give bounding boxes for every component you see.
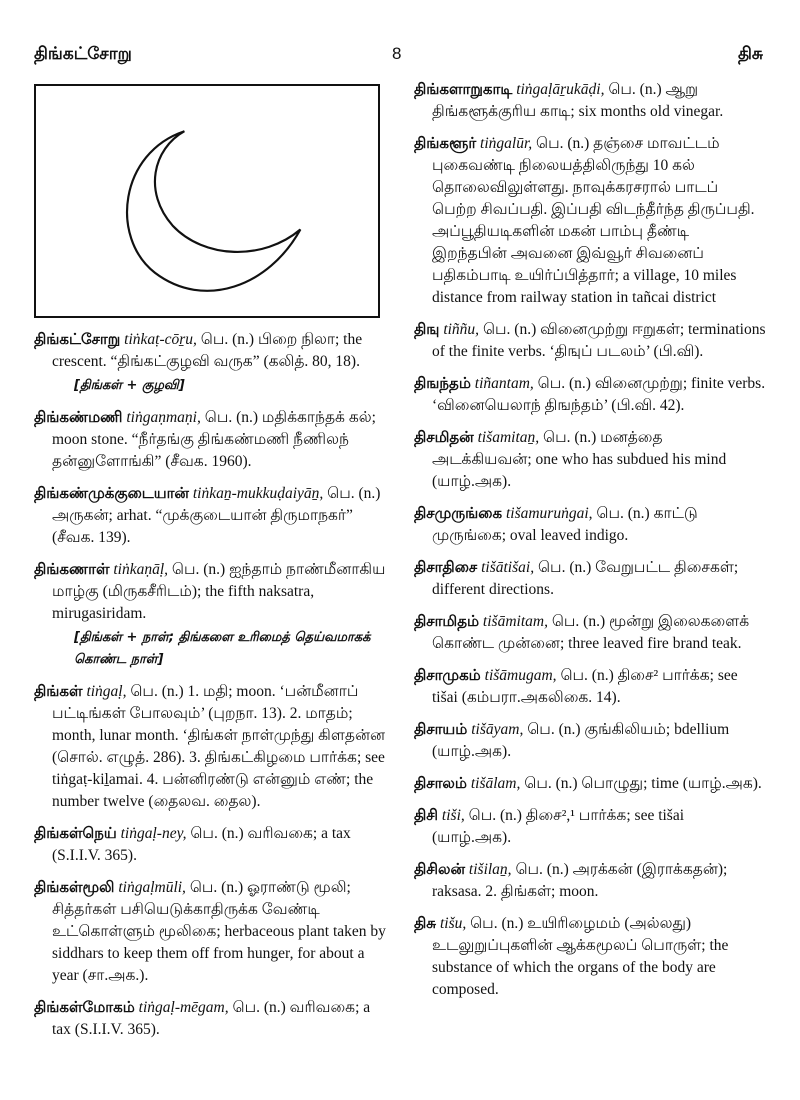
definition: பெ. (n.) மனத்தை அடக்கியவன்; one who has subdued his mind (யாழ்.அக).	[432, 429, 727, 490]
transliteration: tiṅkaṉ-mukkuḍaiyāṉ,	[192, 485, 324, 502]
transliteration: tišāmugam,	[484, 667, 557, 684]
transliteration: tiṅgaḷ,	[86, 683, 127, 700]
definition: பெ. (n.) காட்டு முருங்கை; oval leaved indigo.	[432, 505, 698, 544]
transliteration: tiṅgaḷmūli,	[118, 879, 186, 896]
dictionary-entry	[34, 876, 386, 987]
transliteration: tiṅgalūr,	[480, 135, 533, 152]
dictionary-entry	[34, 482, 386, 549]
dictionary-entry	[34, 822, 386, 867]
definition: பெ. (n.) குங்கிலியம்; bdellium (யாழ்.அக).	[432, 721, 730, 760]
transliteration: tišamuruṅgai,	[505, 505, 593, 522]
dictionary-entry	[414, 858, 766, 903]
definition: பெ. (n.) உயிரிழைமம் (அல்லது) உடலுறுப்புகளின் ஆக்கமூலப் பொருள்; the substance of which the organs of the body are composed.	[432, 915, 729, 998]
transliteration: tiṅgaṇmaṇi,	[126, 409, 201, 426]
definition: பெ. (n.) வினைமுற்று ஈறுகள்; terminations of the finite verbs. ‘திஙுப் படலம்’ (பி.வி).	[432, 321, 766, 360]
dictionary-entry	[414, 132, 766, 309]
headword: திங்கள்மூலி	[34, 878, 115, 896]
definition: பெ. (n.) தஞ்சை மாவட்டம் புகைவண்டி நிலையத்திலிருந்து 10 கல் தொலைவிலுள்ளது. நாவுக்கரசரால் பாடப் பெற்ற சிவப்பதி. இப்பதி விடந்தீர்ந்த திருப்பதி. அப்பூதியடிகளின் மகன் பாம்பு தீண்டி இறந்தபின் அவனை இவ்வூர் சிவனைப் பதிகம்பாடி உயிர்ப்பித்தார்; a village, 10 miles distance from railway station in tañcai district	[432, 135, 755, 306]
definition: பெ. (n.) வேறுபட்ட திசைகள்; different directions.	[432, 559, 739, 598]
headword: திங்கள்	[34, 682, 83, 700]
definition: பெ. (n.) பொழுது; time (யாழ்.அக).	[524, 775, 762, 792]
transliteration: tišāmitam,	[482, 613, 548, 630]
dictionary-entry	[34, 406, 386, 473]
definition: பெ. (n.) மூன்று இலைகளைக் கொண்ட முன்னை; three leaved fire brand teak.	[432, 613, 750, 652]
headword: திசாமுகம்	[414, 666, 481, 684]
transliteration: tišilaṉ,	[468, 861, 512, 878]
definition: பெ. (n.) திசை²,¹ பார்க்க; see tišai (யாழ்.அக).	[432, 807, 685, 846]
dictionary-entry	[34, 996, 386, 1041]
definition: பெ. (n.) ஐந்தாம் நாண்மீனாகிய மாழ்கு (மிருகசீரிடம்); the fifth naksatra, mirugasiridam.	[52, 561, 386, 622]
definition: பெ. (n.) ஆறு திங்களூக்குரிய காடி; six months old vinegar.	[432, 81, 724, 120]
headword: திஙு	[414, 320, 440, 338]
crescent-illustration	[34, 84, 380, 318]
headword: திசாதிசை	[414, 558, 478, 576]
transliteration: tišu,	[439, 915, 467, 932]
headword: திசமிதன்	[414, 428, 474, 446]
definition: பெ. (n.) அருகன்; arhat. “முக்குடையான் திருமாநகர்” (சீவக. 139).	[52, 485, 381, 546]
dictionary-entry	[414, 426, 766, 493]
definition: பெ. (n.) திசை² பார்க்க; see tišai (கம்பரா.அகலிகை. 14).	[432, 667, 738, 706]
transliteration: tišālam,	[470, 775, 521, 792]
headword: திங்களூர்	[414, 134, 477, 152]
headword: திசாமிதம்	[414, 612, 480, 630]
dictionary-entry	[414, 804, 766, 849]
transliteration: tišātišai,	[481, 559, 535, 576]
definition: பெ. (n.) மதிக்காந்தக் கல்; moon stone. “நீர்தங்கு திங்கண்மணி நீணிலந் தன்னுளோங்கி” (சீவக. 1960).	[52, 409, 376, 470]
definition: பெ. (n.) வரிவகை; a tax (S.I.I.V. 365).	[52, 825, 351, 864]
dictionary-entry	[34, 328, 386, 397]
dictionary-entry	[414, 372, 766, 417]
dictionary-entry	[34, 680, 386, 813]
headword: திங்கட்சோறு	[34, 330, 121, 348]
headword: திசிலன்	[414, 860, 466, 878]
dictionary-entry	[414, 556, 766, 601]
etymology: [திங்கள் + குழவி]	[74, 378, 185, 393]
transliteration: tiṅkaṇāḷ,	[113, 561, 169, 578]
headword: திங்கணாள்	[34, 560, 110, 578]
headword: திங்களாறுகாடி	[414, 80, 513, 98]
headword: திங்கண்முக்குடையான்	[34, 484, 189, 502]
header-left-word: திங்கட்சோறு	[34, 44, 132, 64]
dictionary-entry	[34, 558, 386, 671]
headword: திங்கள்நெய்	[34, 824, 117, 842]
dictionary-entry	[414, 502, 766, 547]
headword: திங்கள்மோகம்	[34, 998, 135, 1016]
definition: பெ. (n.) வரிவகை; a tax (S.I.I.V. 365).	[52, 999, 371, 1038]
etymology: [திங்கள் + நாள்; திங்களை உரிமைத் தெய்வமாகக் கொண்ட நாள்]	[74, 630, 371, 667]
dictionary-entry	[414, 772, 766, 795]
dictionary-entry	[414, 78, 766, 123]
header-right-word: திசு	[738, 44, 764, 64]
definition: பெ. (n.) பிறை நிலா; the crescent. “திங்கட்குழவி வருக” (கலித். 80, 18).	[52, 331, 363, 370]
transliteration: tiši,	[441, 807, 465, 824]
headword: திசி	[414, 806, 439, 824]
dictionary-entry	[414, 912, 766, 1001]
transliteration: tišāyam,	[471, 721, 524, 738]
definition: பெ. (n.) 1. மதி; moon. ‘பன்மீனாப் பட்டிங்கள் போலவும்’ (புறநா. 13). 2. மாதம்; month, lunar month. ‘திங்கள் நாள்முந்து கிளதன்ன (சொல். எழுத். 286). 3. திங்கட்கிழமை பார்க்க; see tiṅgaṭ-kiḻamai. 4. பன்னிரண்டு என்னும் எண்; the number twelve (தைலவ. தைல).	[52, 683, 386, 810]
dictionary-entry	[414, 318, 766, 363]
headword: திசாயம்	[414, 720, 468, 738]
dictionary-entry	[414, 664, 766, 709]
left-column	[34, 328, 386, 1050]
transliteration: tiṅkaṭ-cōṟu,	[124, 331, 197, 348]
transliteration: tišamitaṉ,	[477, 429, 540, 446]
definition: பெ. (n.) ஓராண்டு மூலி; சித்தர்கள் பசியெடுக்காதிருக்க வேண்டி உட்கொள்ளும் மூலிகை; herbaceous plant taken by siddhars to keep them off from hunger, for about a year (சா.அக.).	[52, 879, 386, 984]
dictionary-entry	[414, 610, 766, 655]
definition: பெ. (n.) வினைமுற்று; finite verbs. ‘வினையெலாந் திஙந்தம்’ (பி.வி. 42).	[432, 375, 766, 414]
headword: திசமுருங்கை	[414, 504, 503, 522]
headword: திங்கண்மணி	[34, 408, 123, 426]
page-number: 8	[392, 44, 402, 63]
headword: திசாலம்	[414, 774, 467, 792]
page-header	[0, 0, 800, 64]
transliteration: tiṅgaḷāṟukāḍi,	[516, 81, 605, 98]
transliteration: tiṅgaḷ-ney,	[120, 825, 187, 842]
definition: பெ. (n.) அரக்கன் (இராக்கதன்); raksasa. 2. திங்கள்; moon.	[432, 861, 728, 900]
dictionary-entry	[414, 718, 766, 763]
crescent-moon-icon	[36, 86, 378, 316]
transliteration: tiṅgaḷ-mēgam,	[138, 999, 229, 1016]
transliteration: tiññu,	[443, 321, 480, 338]
headword: திசு	[414, 914, 437, 932]
transliteration: tiñantam,	[474, 375, 534, 392]
right-column	[414, 78, 766, 1010]
headword: திஙந்தம்	[414, 374, 471, 392]
